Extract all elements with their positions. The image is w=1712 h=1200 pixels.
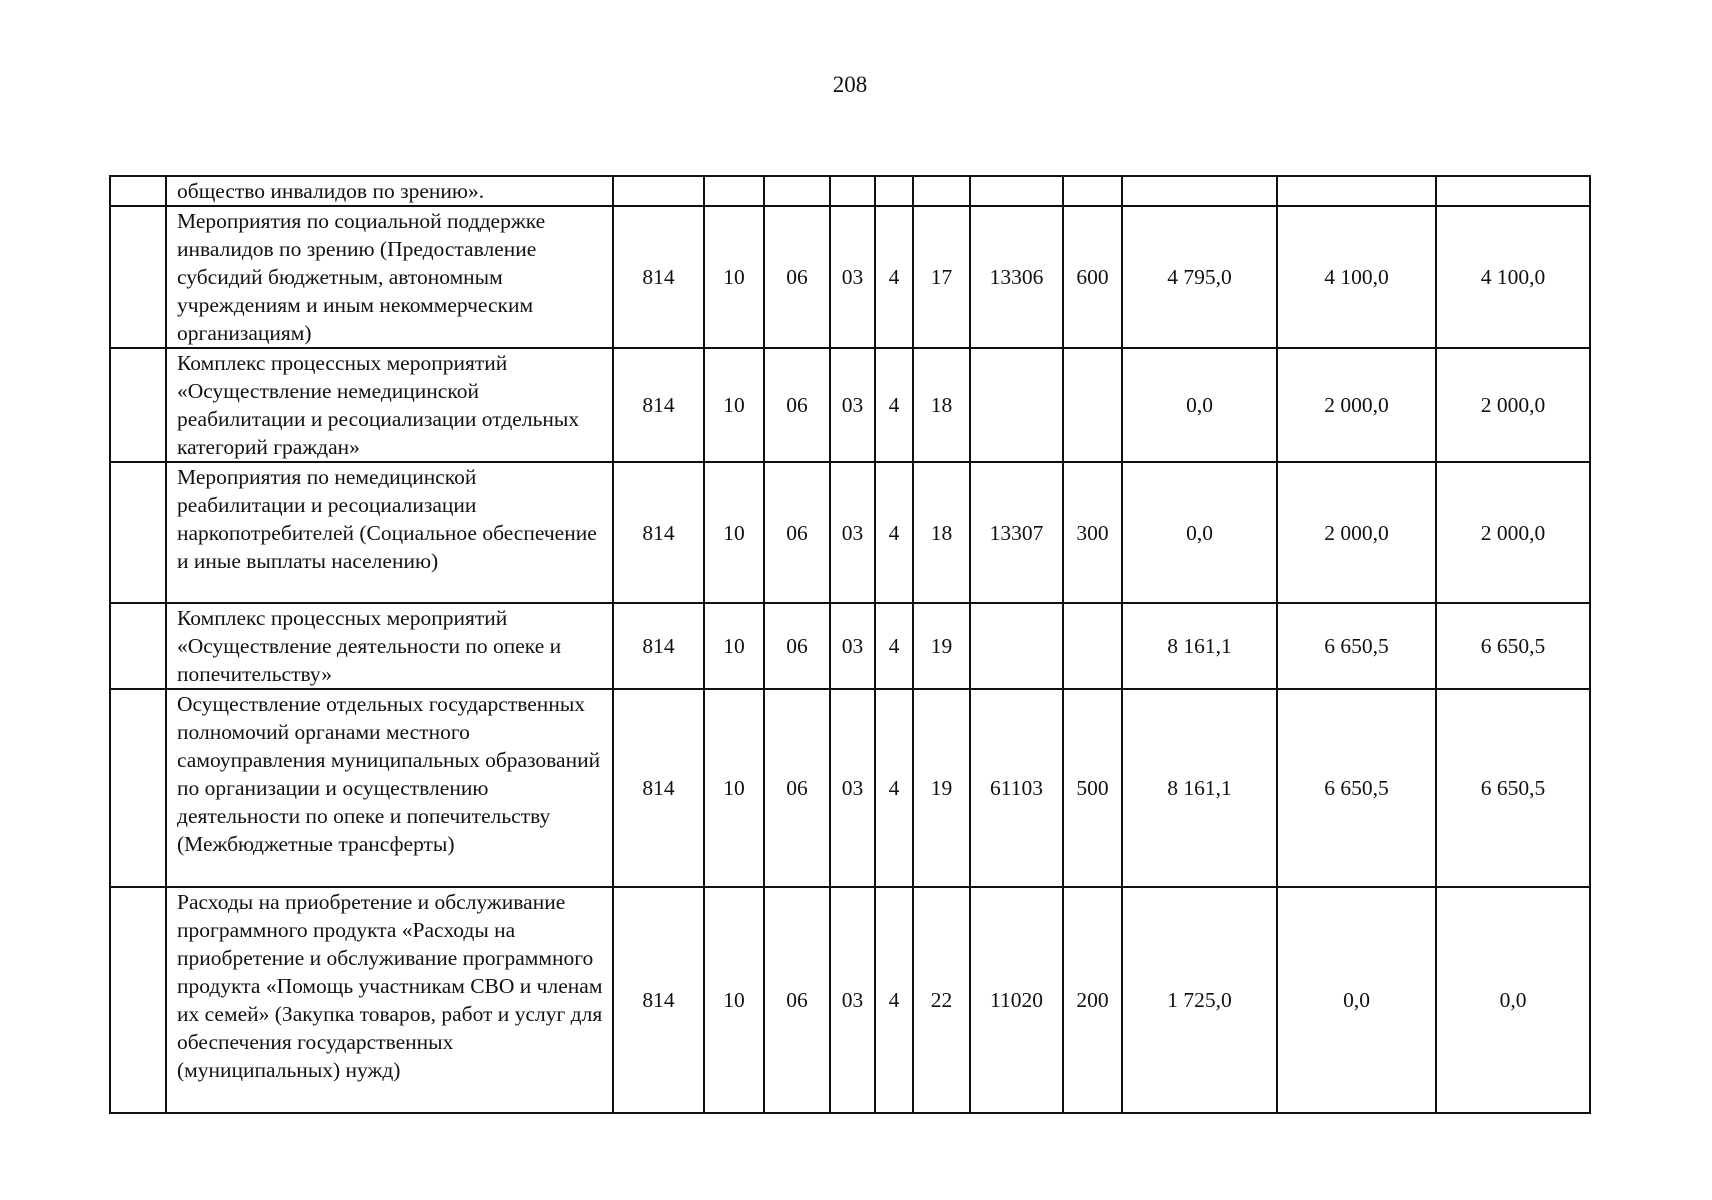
section-code-cell: 10 <box>704 462 764 603</box>
section-code-cell: 10 <box>704 603 764 689</box>
table-row <box>110 887 1590 1113</box>
program-type-cell: 4 <box>875 603 913 689</box>
ministry-code-cell <box>613 176 704 206</box>
subsection-code-cell <box>764 176 830 206</box>
item-name-cell: Мероприятия по немедицинской реабилитации и ресоциализации наркопотребителей (Социальное обеспечение и иные выплаты населению) <box>166 462 613 603</box>
subsection-code-cell: 06 <box>764 206 830 348</box>
row-number-cell <box>110 462 166 603</box>
row-number-cell <box>110 348 166 462</box>
amount-year3-cell: 4 100,0 <box>1436 206 1590 348</box>
subprogram-code-cell: 17 <box>913 206 970 348</box>
amount-year3-cell: 0,0 <box>1436 887 1590 1113</box>
item-name-cell: Расходы на приобретение и обслуживание программного продукта «Расходы на приобретение и обслуживание программного продукта «Помощь участникам СВО и членам их семей» (Закупка товаров, работ и услуг для обеспечения государственных (муниципальных) нужд) <box>166 887 613 1113</box>
program-type-cell: 4 <box>875 689 913 887</box>
ministry-code-cell: 814 <box>613 689 704 887</box>
amount-year1-cell: 8 161,1 <box>1122 689 1277 887</box>
amount-year2-cell: 4 100,0 <box>1277 206 1436 348</box>
expense-direction-cell: 13306 <box>970 206 1063 348</box>
expense-type-cell: 200 <box>1063 887 1122 1113</box>
expense-type-cell <box>1063 603 1122 689</box>
amount-year3-cell: 6 650,5 <box>1436 603 1590 689</box>
amount-year2-cell: 2 000,0 <box>1277 348 1436 462</box>
amount-year3-cell: 2 000,0 <box>1436 348 1590 462</box>
subprogram-code-cell: 18 <box>913 348 970 462</box>
item-name-cell: общество инвалидов по зрению». <box>166 176 613 206</box>
subsection-code-cell: 06 <box>764 689 830 887</box>
amount-year1-cell: 4 795,0 <box>1122 206 1277 348</box>
amount-year1-cell: 0,0 <box>1122 348 1277 462</box>
amount-year2-cell: 6 650,5 <box>1277 603 1436 689</box>
row-number-cell <box>110 887 166 1113</box>
budget-table <box>109 175 1591 1114</box>
program-type-cell: 4 <box>875 462 913 603</box>
program-code-cell: 03 <box>830 603 875 689</box>
expense-direction-cell <box>970 603 1063 689</box>
program-code-cell: 03 <box>830 689 875 887</box>
row-number-cell <box>110 206 166 348</box>
subsection-code-cell: 06 <box>764 348 830 462</box>
ministry-code-cell: 814 <box>613 603 704 689</box>
section-code-cell: 10 <box>704 887 764 1113</box>
expense-direction-cell: 13307 <box>970 462 1063 603</box>
program-code-cell: 03 <box>830 206 875 348</box>
item-name-cell: Осуществление отдельных государственных полномочий органами местного самоуправления муниципальных образований по организации и осуществлению деятельности по опеке и попечительству (Межбюджетные трансферты) <box>166 689 613 887</box>
item-name-cell: Комплекс процессных мероприятий «Осуществление немедицинской реабилитации и ресоциализации отдельных категорий граждан» <box>166 348 613 462</box>
expense-type-cell <box>1063 176 1122 206</box>
page-number: 208 <box>832 72 868 97</box>
amount-year2-cell <box>1277 176 1436 206</box>
row-number-cell <box>110 689 166 887</box>
amount-year2-cell: 2 000,0 <box>1277 462 1436 603</box>
row-number-cell <box>110 603 166 689</box>
amount-year2-cell: 0,0 <box>1277 887 1436 1113</box>
section-code-cell: 10 <box>704 689 764 887</box>
subsection-code-cell: 06 <box>764 603 830 689</box>
expense-direction-cell <box>970 176 1063 206</box>
expense-direction-cell: 11020 <box>970 887 1063 1113</box>
table-row <box>110 176 1590 206</box>
expense-type-cell: 500 <box>1063 689 1122 887</box>
ministry-code-cell: 814 <box>613 887 704 1113</box>
program-code-cell: 03 <box>830 887 875 1113</box>
amount-year3-cell: 6 650,5 <box>1436 689 1590 887</box>
section-code-cell: 10 <box>704 348 764 462</box>
program-code-cell <box>830 176 875 206</box>
table-row <box>110 348 1590 462</box>
program-type-cell: 4 <box>875 887 913 1113</box>
table-row <box>110 206 1590 348</box>
ministry-code-cell: 814 <box>613 348 704 462</box>
ministry-code-cell: 814 <box>613 462 704 603</box>
table-row <box>110 689 1590 887</box>
table-row <box>110 603 1590 689</box>
program-type-cell: 4 <box>875 206 913 348</box>
expense-direction-cell: 61103 <box>970 689 1063 887</box>
amount-year2-cell: 6 650,5 <box>1277 689 1436 887</box>
row-number-cell <box>110 176 166 206</box>
expense-type-cell <box>1063 348 1122 462</box>
expense-direction-cell <box>970 348 1063 462</box>
subprogram-code-cell: 18 <box>913 462 970 603</box>
amount-year1-cell: 0,0 <box>1122 462 1277 603</box>
subsection-code-cell: 06 <box>764 462 830 603</box>
table-row <box>110 462 1590 603</box>
program-type-cell <box>875 176 913 206</box>
section-code-cell <box>704 176 764 206</box>
program-type-cell: 4 <box>875 348 913 462</box>
subprogram-code-cell: 22 <box>913 887 970 1113</box>
ministry-code-cell: 814 <box>613 206 704 348</box>
item-name-cell: Комплекс процессных мероприятий «Осуществление деятельности по опеке и попечительству» <box>166 603 613 689</box>
amount-year3-cell <box>1436 176 1590 206</box>
expense-type-cell: 600 <box>1063 206 1122 348</box>
item-name-cell: Мероприятия по социальной поддержке инвалидов по зрению (Предоставление субсидий бюджетным, автономным учреждениям и иным некоммерческим организациям) <box>166 206 613 348</box>
subsection-code-cell: 06 <box>764 887 830 1113</box>
expense-type-cell: 300 <box>1063 462 1122 603</box>
program-code-cell: 03 <box>830 462 875 603</box>
subprogram-code-cell: 19 <box>913 689 970 887</box>
program-code-cell: 03 <box>830 348 875 462</box>
subprogram-code-cell <box>913 176 970 206</box>
amount-year1-cell <box>1122 176 1277 206</box>
section-code-cell: 10 <box>704 206 764 348</box>
amount-year1-cell: 8 161,1 <box>1122 603 1277 689</box>
subprogram-code-cell: 19 <box>913 603 970 689</box>
amount-year1-cell: 1 725,0 <box>1122 887 1277 1113</box>
amount-year3-cell: 2 000,0 <box>1436 462 1590 603</box>
